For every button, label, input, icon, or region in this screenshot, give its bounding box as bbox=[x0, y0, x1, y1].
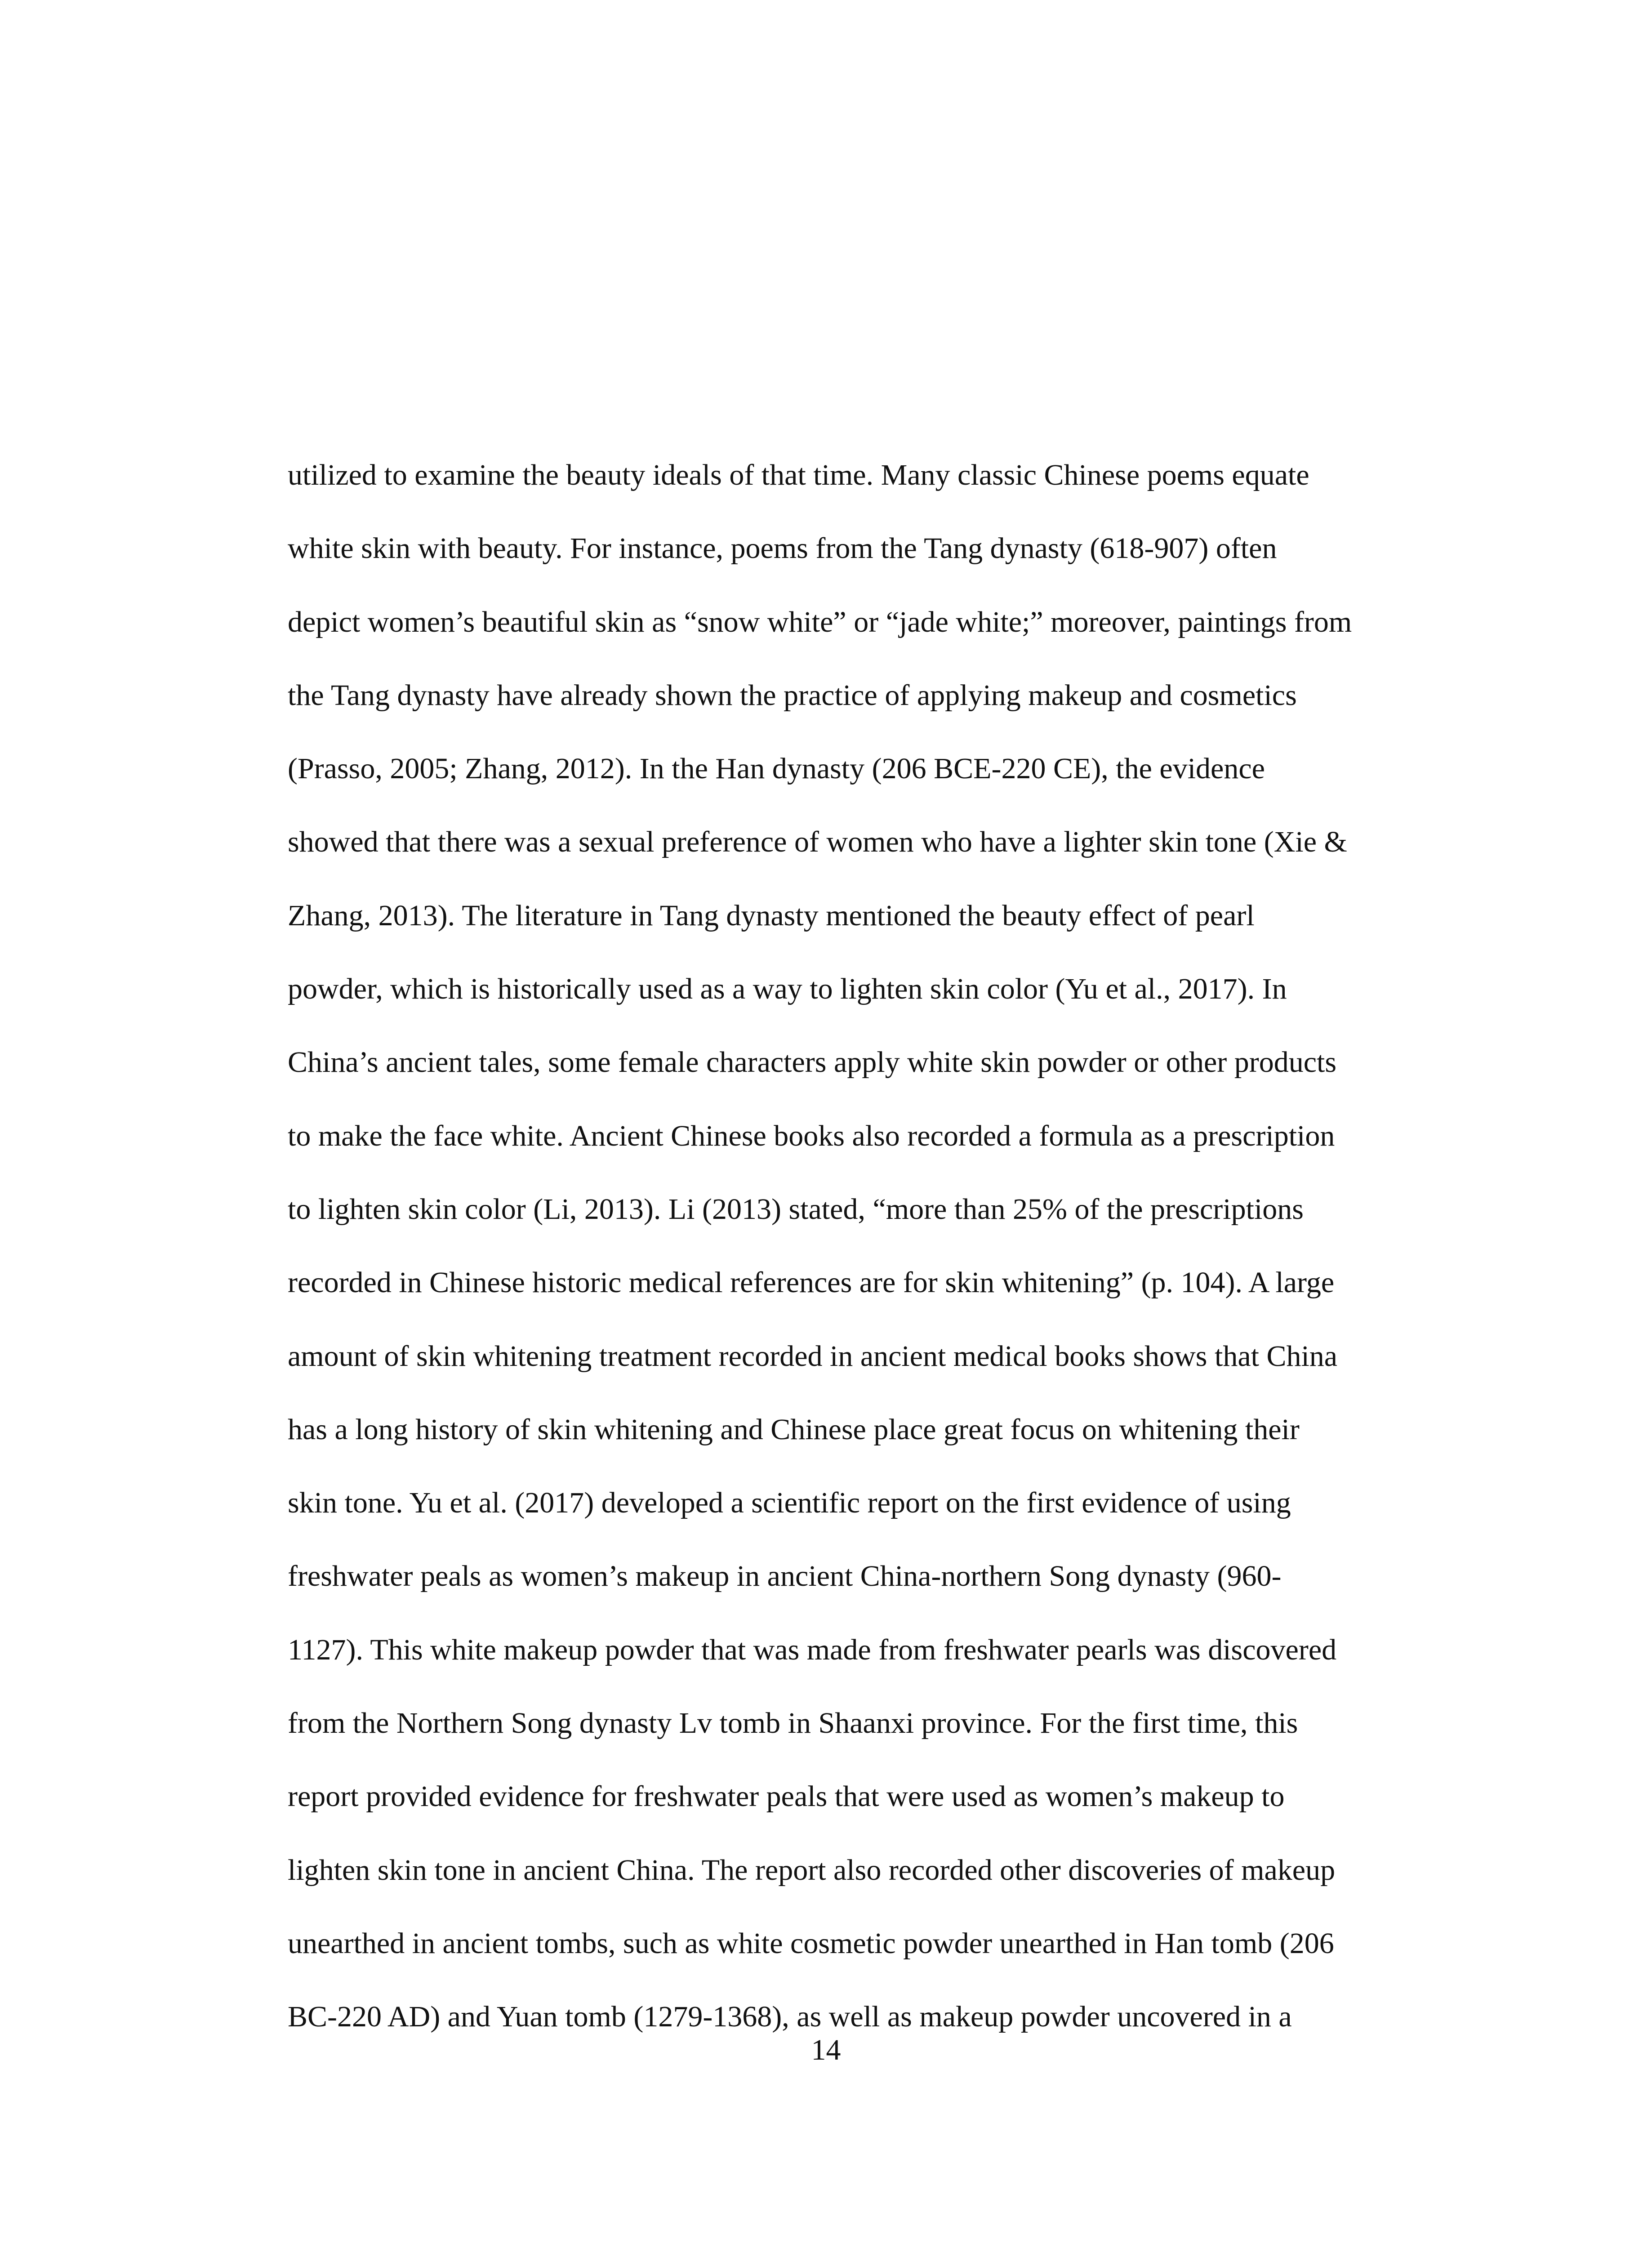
text-line: to lighten skin color (Li, 2013). Li (2013) stated, “more than 25% of the prescriptions bbox=[288, 1192, 1304, 1226]
text-line: the Tang dynasty have already shown the practice of applying makeup and cosmetics bbox=[288, 678, 1297, 712]
text-line: BC-220 AD) and Yuan tomb (1279-1368), as well as makeup powder uncovered in a bbox=[288, 2000, 1292, 2034]
text-line: amount of skin whitening treatment recorded in ancient medical books shows that China bbox=[288, 1339, 1338, 1373]
text-line: freshwater peals as women’s makeup in ancient China-northern Song dynasty (960- bbox=[288, 1560, 1282, 1593]
body-paragraph bbox=[288, 438, 1456, 2054]
text-line: from the Northern Song dynasty Lv tomb in Shaanxi province. For the first time, this bbox=[288, 1707, 1298, 1740]
text-line: showed that there was a sexual preference of women who have a lighter skin tone (Xie & bbox=[288, 825, 1347, 859]
text-line: utilized to examine the beauty ideals of that time. Many classic Chinese poems equate bbox=[288, 459, 1309, 491]
text-line: skin tone. Yu et al. (2017) developed a scientific report on the first evidence of using bbox=[288, 1486, 1291, 1520]
text-line: recorded in Chinese historic medical references are for skin whitening” (p. 104). A large bbox=[288, 1266, 1335, 1299]
text-line: unearthed in ancient tombs, such as white cosmetic powder unearthed in Han tomb (206 bbox=[288, 1927, 1334, 1960]
text-line: depict women’s beautiful skin as “snow white” or “jade white;” moreover, paintings from bbox=[288, 605, 1352, 638]
text-line: China’s ancient tales, some female characters apply white skin powder or other products bbox=[288, 1046, 1337, 1079]
text-line: lighten skin tone in ancient China. The report also recorded other discoveries of makeup bbox=[288, 1853, 1336, 1887]
text-line: Zhang, 2013). The literature in Tang dynasty mentioned the beauty effect of pearl bbox=[288, 899, 1255, 932]
text-line: white skin with beauty. For instance, poems from the Tang dynasty (618-907) often bbox=[288, 532, 1277, 565]
text-line: (Prasso, 2005; Zhang, 2012). In the Han dynasty (206 BCE-220 CE), the evidence bbox=[288, 752, 1265, 785]
text-line: to make the face white. Ancient Chinese books also recorded a formula as a prescription bbox=[288, 1119, 1335, 1152]
text-line: has a long history of skin whitening and Chinese place great focus on whitening their bbox=[288, 1413, 1300, 1446]
text-line: report provided evidence for freshwater peals that were used as women’s makeup to bbox=[288, 1780, 1285, 1813]
text-line: 1127). This white makeup powder that was made from freshwater pearls was discovered bbox=[288, 1633, 1337, 1666]
text-line: powder, which is historically used as a way to lighten skin color (Yu et al., 2017). In bbox=[288, 972, 1287, 1006]
page-number: 14 bbox=[811, 2034, 841, 2066]
